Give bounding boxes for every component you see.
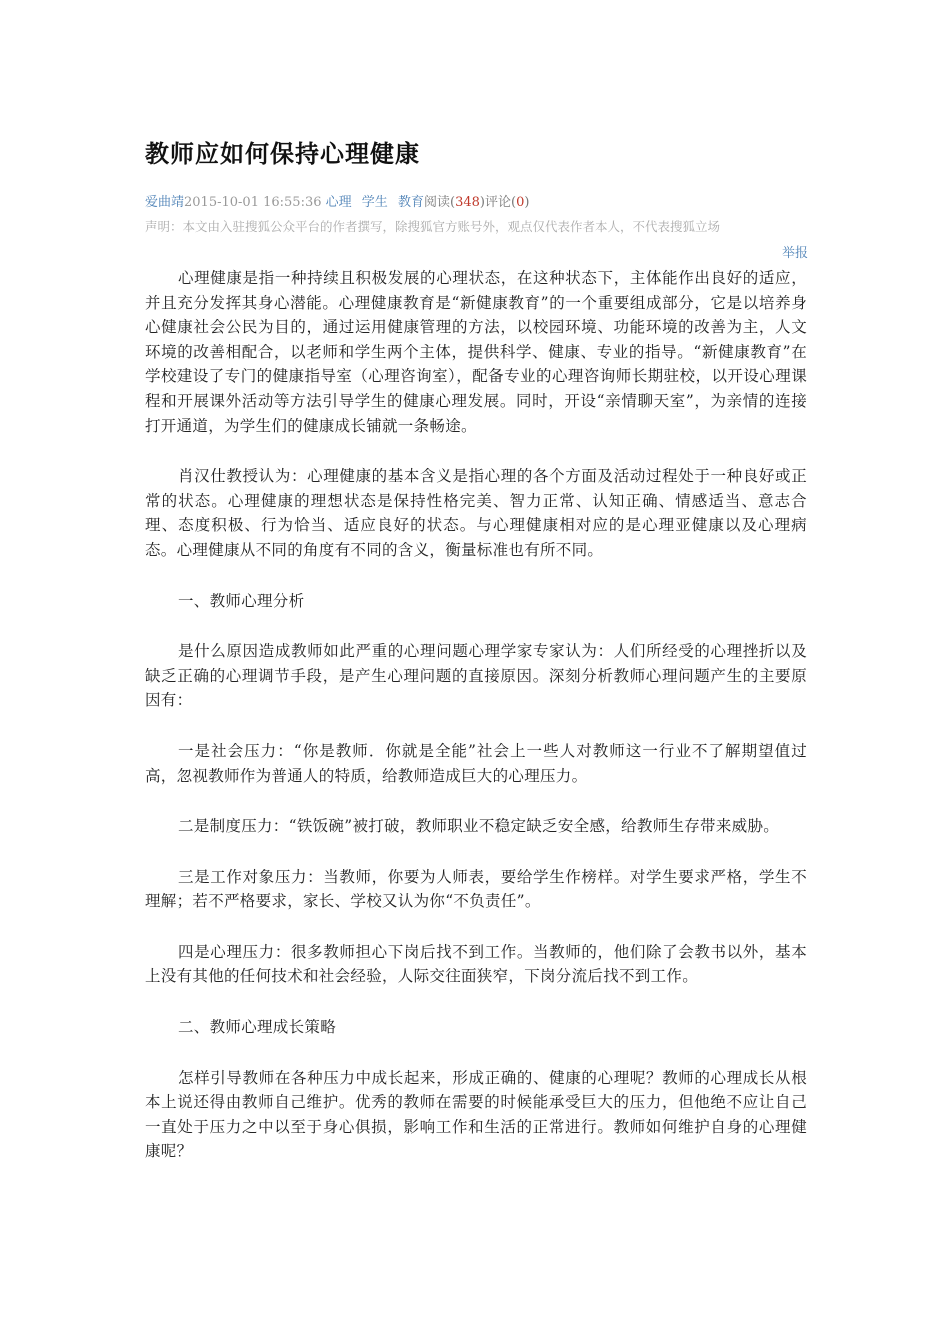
body-paragraph: 怎样引导教师在各种压力中成长起来，形成正确的、健康的心理呢？教师的心理成长从根本上说还得由教师自己维护。优秀的教师在需要的时候能承受巨大的压力，但他绝不应让自己一直处于压力之中以至于身心俱损，影响工作和生活的正常进行。教师如何维护自身的心理健康呢？ bbox=[145, 1068, 807, 1161]
body-paragraph: 心理健康是指一种持续且积极发展的心理状态，在这种状态下，主体能作出良好的适应，并且充分发挥其身心潜能。心理健康教育是“新健康教育”的一个重要组成部分，它是以培养身心健康社会公民为目的，通过运用健康管理的方法，以校园环境、功能环境的改善为主，人文环境的改善相配合，以老师和学生两个主体，提供科学、健康、专业的指导。“新健康教育”在学校建设了专门的健康指导室（心理咨询室），配备专业的心理咨询师长期驻校，以开设心理课程和开展课外活动等方法引导学生的健康心理发展。同时，开设“亲情聊天室”，为亲情的连接打开通道，为学生们的健康成长铺就一条畅途。 bbox=[145, 269, 807, 435]
publish-datetime: 2015-10-01 16:55:36 bbox=[184, 195, 322, 210]
disclaimer-text: 声明：本文由入驻搜狐公众平台的作者撰写，除搜狐官方账号外，观点仅代表作者本人，不代表搜狐立场 bbox=[145, 219, 721, 234]
tag-link-student[interactable]: 学生 bbox=[361, 195, 388, 210]
article-meta: 爱曲靖2015-10-01 16:55:36 心理 学生 教育阅读(348)评论(0) bbox=[145, 195, 530, 210]
body-paragraph: 肖汉仕教授认为：心理健康的基本含义是指心理的各个方面及活动过程处于一种良好或正常的状态。心理健康的理想状态是保持性格完美、智力正常、认知正确、情感适当、意志合理、态度积极、行为恰当、适应良好的状态。与心理健康相对应的是心理亚健康以及心理病态。心理健康从不同的角度有不同的含义，衡量标准也有所不同。 bbox=[145, 467, 807, 559]
body-paragraph: 四是心理压力：很多教师担心下岗后找不到工作。当教师的，他们除了会教书以外，基本上没有其他的任何技术和社会经验，人际交往面狭窄，下岗分流后找不到工作。 bbox=[145, 942, 807, 986]
comment-label[interactable]: 评论 bbox=[484, 195, 511, 210]
body-paragraph: 是什么原因造成教师如此严重的心理问题心理学家专家认为：人们所经受的心理挫折以及缺乏正确的心理调节手段，是产生心理问题的直接原因。深刻分析教师心理问题产生的主要原因有： bbox=[145, 642, 807, 710]
comment-count: 0 bbox=[516, 195, 525, 210]
body-paragraph: 一是社会压力：“你是教师．你就是全能”社会上一些人对教师这一行业不了解期望值过高，忽视教师作为普通人的特质，给教师造成巨大的心理压力。 bbox=[145, 741, 807, 785]
report-link[interactable]: 举报 bbox=[781, 246, 808, 261]
section-heading: 一、教师心理分析 bbox=[178, 591, 305, 610]
article-title: 教师应如何保持心理健康 bbox=[145, 140, 420, 168]
section-heading: 二、教师心理成长策略 bbox=[178, 1018, 337, 1037]
read-count: 348 bbox=[455, 195, 480, 210]
tag-link-education[interactable]: 教育 bbox=[397, 195, 424, 210]
read-label: 阅读 bbox=[423, 195, 450, 210]
author-link[interactable]: 爱曲靖 bbox=[145, 195, 185, 210]
article-body bbox=[145, 266, 807, 1190]
tag-link-psychology[interactable]: 心理 bbox=[325, 195, 352, 210]
body-paragraph: 二是制度压力：“铁饭碗”被打破，教师职业不稳定缺乏安全感，给教师生存带来威胁。 bbox=[178, 817, 780, 836]
body-paragraph: 三是工作对象压力：当教师，你要为人师表，要给学生作榜样。对学生要求严格，学生不理解；若不严格要求，家长、学校又认为你“不负责任”。 bbox=[145, 867, 807, 911]
